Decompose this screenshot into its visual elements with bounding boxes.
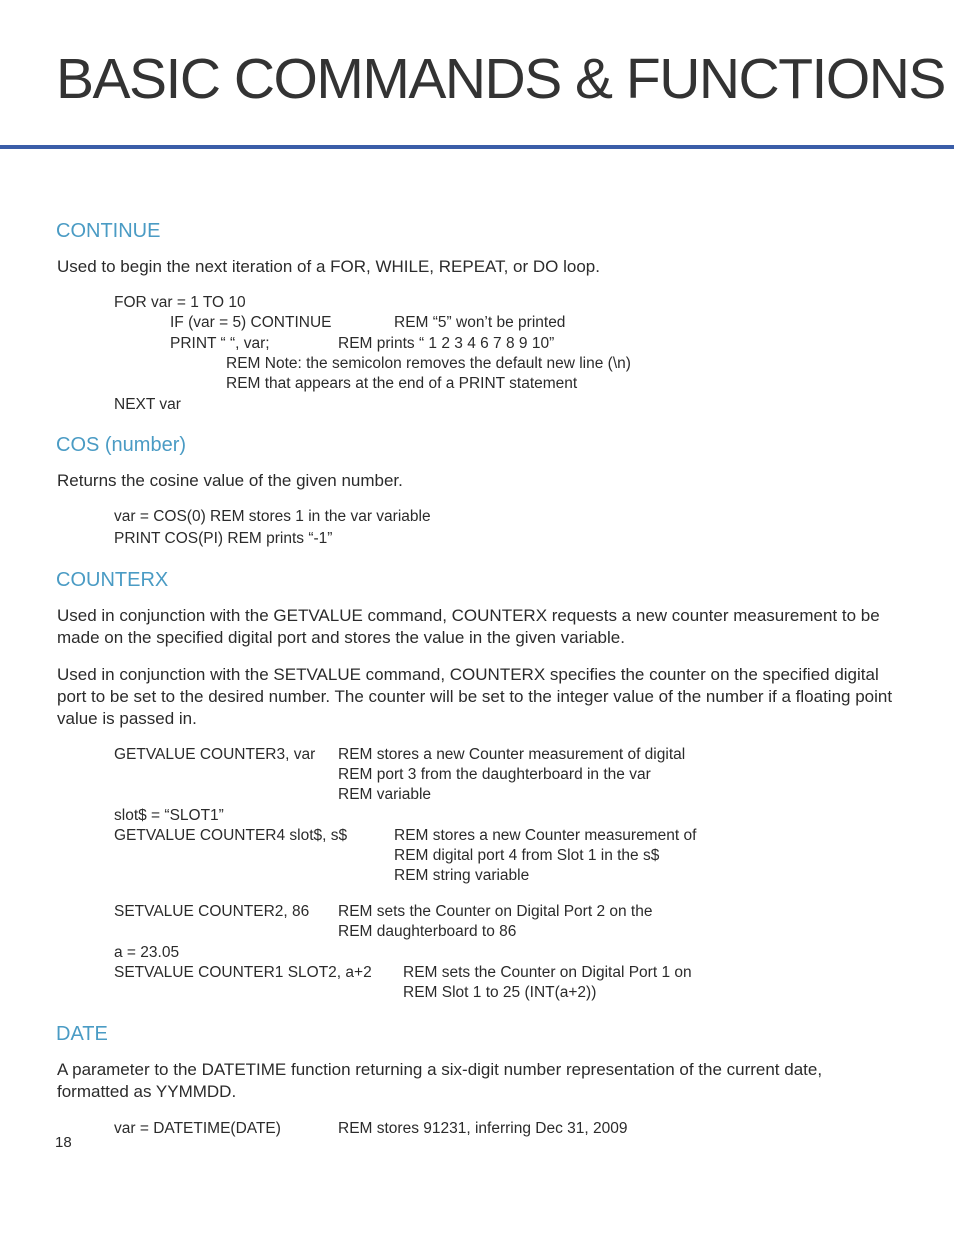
- code-line: GETVALUE COUNTER3, var: [114, 746, 316, 763]
- title-divider: [0, 145, 954, 149]
- code-comment: REM Note: the semicolon removes the default new line (\n): [226, 355, 631, 372]
- code-line: SETVALUE COUNTER1 SLOT2, a+2: [114, 964, 372, 981]
- section-heading-date: DATE: [56, 1023, 108, 1045]
- code-line: FOR var = 1 TO 10: [114, 294, 246, 311]
- code-comment: REM Slot 1 to 25 (INT(a+2)): [403, 984, 597, 1001]
- code-comment: REM stores 91231, inferring Dec 31, 2009: [338, 1120, 628, 1137]
- code-line: var = DATETIME(DATE): [114, 1120, 281, 1137]
- code-line: PRINT COS(PI) REM prints “-1”: [114, 530, 333, 547]
- code-comment: REM daughterboard to 86: [338, 923, 517, 940]
- code-comment: REM string variable: [394, 867, 530, 884]
- continue-description: Used to begin the next iteration of a FOR, WHILE, REPEAT, or DO loop.: [57, 257, 600, 276]
- code-comment: REM variable: [338, 786, 432, 803]
- code-comment: REM stores a new Counter measurement of digital: [338, 746, 686, 763]
- code-comment: REM sets the Counter on Digital Port 2 on the: [338, 903, 653, 920]
- code-line: NEXT var: [114, 396, 181, 413]
- page-title: BASIC COMMANDS & FUNCTIONS: [56, 47, 945, 111]
- code-line: slot$ = “SLOT1”: [114, 807, 224, 824]
- code-line: var = COS(0) REM stores 1 in the var variable: [114, 508, 431, 525]
- code-line: a = 23.05: [114, 944, 180, 961]
- code-comment: REM port 3 from the daughterboard in the var: [338, 766, 651, 783]
- section-heading-counterx: COUNTERX: [56, 569, 169, 591]
- section-heading-continue: CONTINUE: [56, 220, 161, 242]
- page-number: 18: [55, 1134, 72, 1151]
- code-line: SETVALUE COUNTER2, 86: [114, 903, 310, 920]
- code-line: PRINT “ “, var;: [170, 335, 270, 352]
- code-comment: REM stores a new Counter measurement of: [394, 827, 697, 844]
- code-comment: REM sets the Counter on Digital Port 1 on: [403, 964, 692, 981]
- counterx-description-get: Used in conjunction with the GETVALUE command, COUNTERX requests a new counter measurement to be made on the specified digital port and stores the value in the given variable.: [57, 606, 880, 647]
- code-comment: REM that appears at the end of a PRINT statement: [226, 375, 578, 392]
- code-comment: REM “5” won’t be printed: [394, 314, 566, 331]
- section-heading-cos: COS (number): [56, 434, 187, 456]
- code-line: GETVALUE COUNTER4 slot$, s$: [114, 827, 348, 844]
- code-line: IF (var = 5) CONTINUE: [170, 314, 332, 331]
- code-comment: REM prints “ 1 2 3 4 6 7 8 9 10”: [338, 335, 555, 352]
- cos-description: Returns the cosine value of the given number.: [57, 471, 403, 490]
- code-comment: REM digital port 4 from Slot 1 in the s$: [394, 847, 660, 864]
- counterx-description-set: Used in conjunction with the SETVALUE command, COUNTERX specifies the counter on the specified digital port to be set to the desired number. The counter will be set to the integer value of the number if a floating point value is passed in.: [57, 665, 893, 728]
- date-description: A parameter to the DATETIME function returning a six-digit number representation of the current date, formatted as YYMMDD.: [57, 1060, 823, 1101]
